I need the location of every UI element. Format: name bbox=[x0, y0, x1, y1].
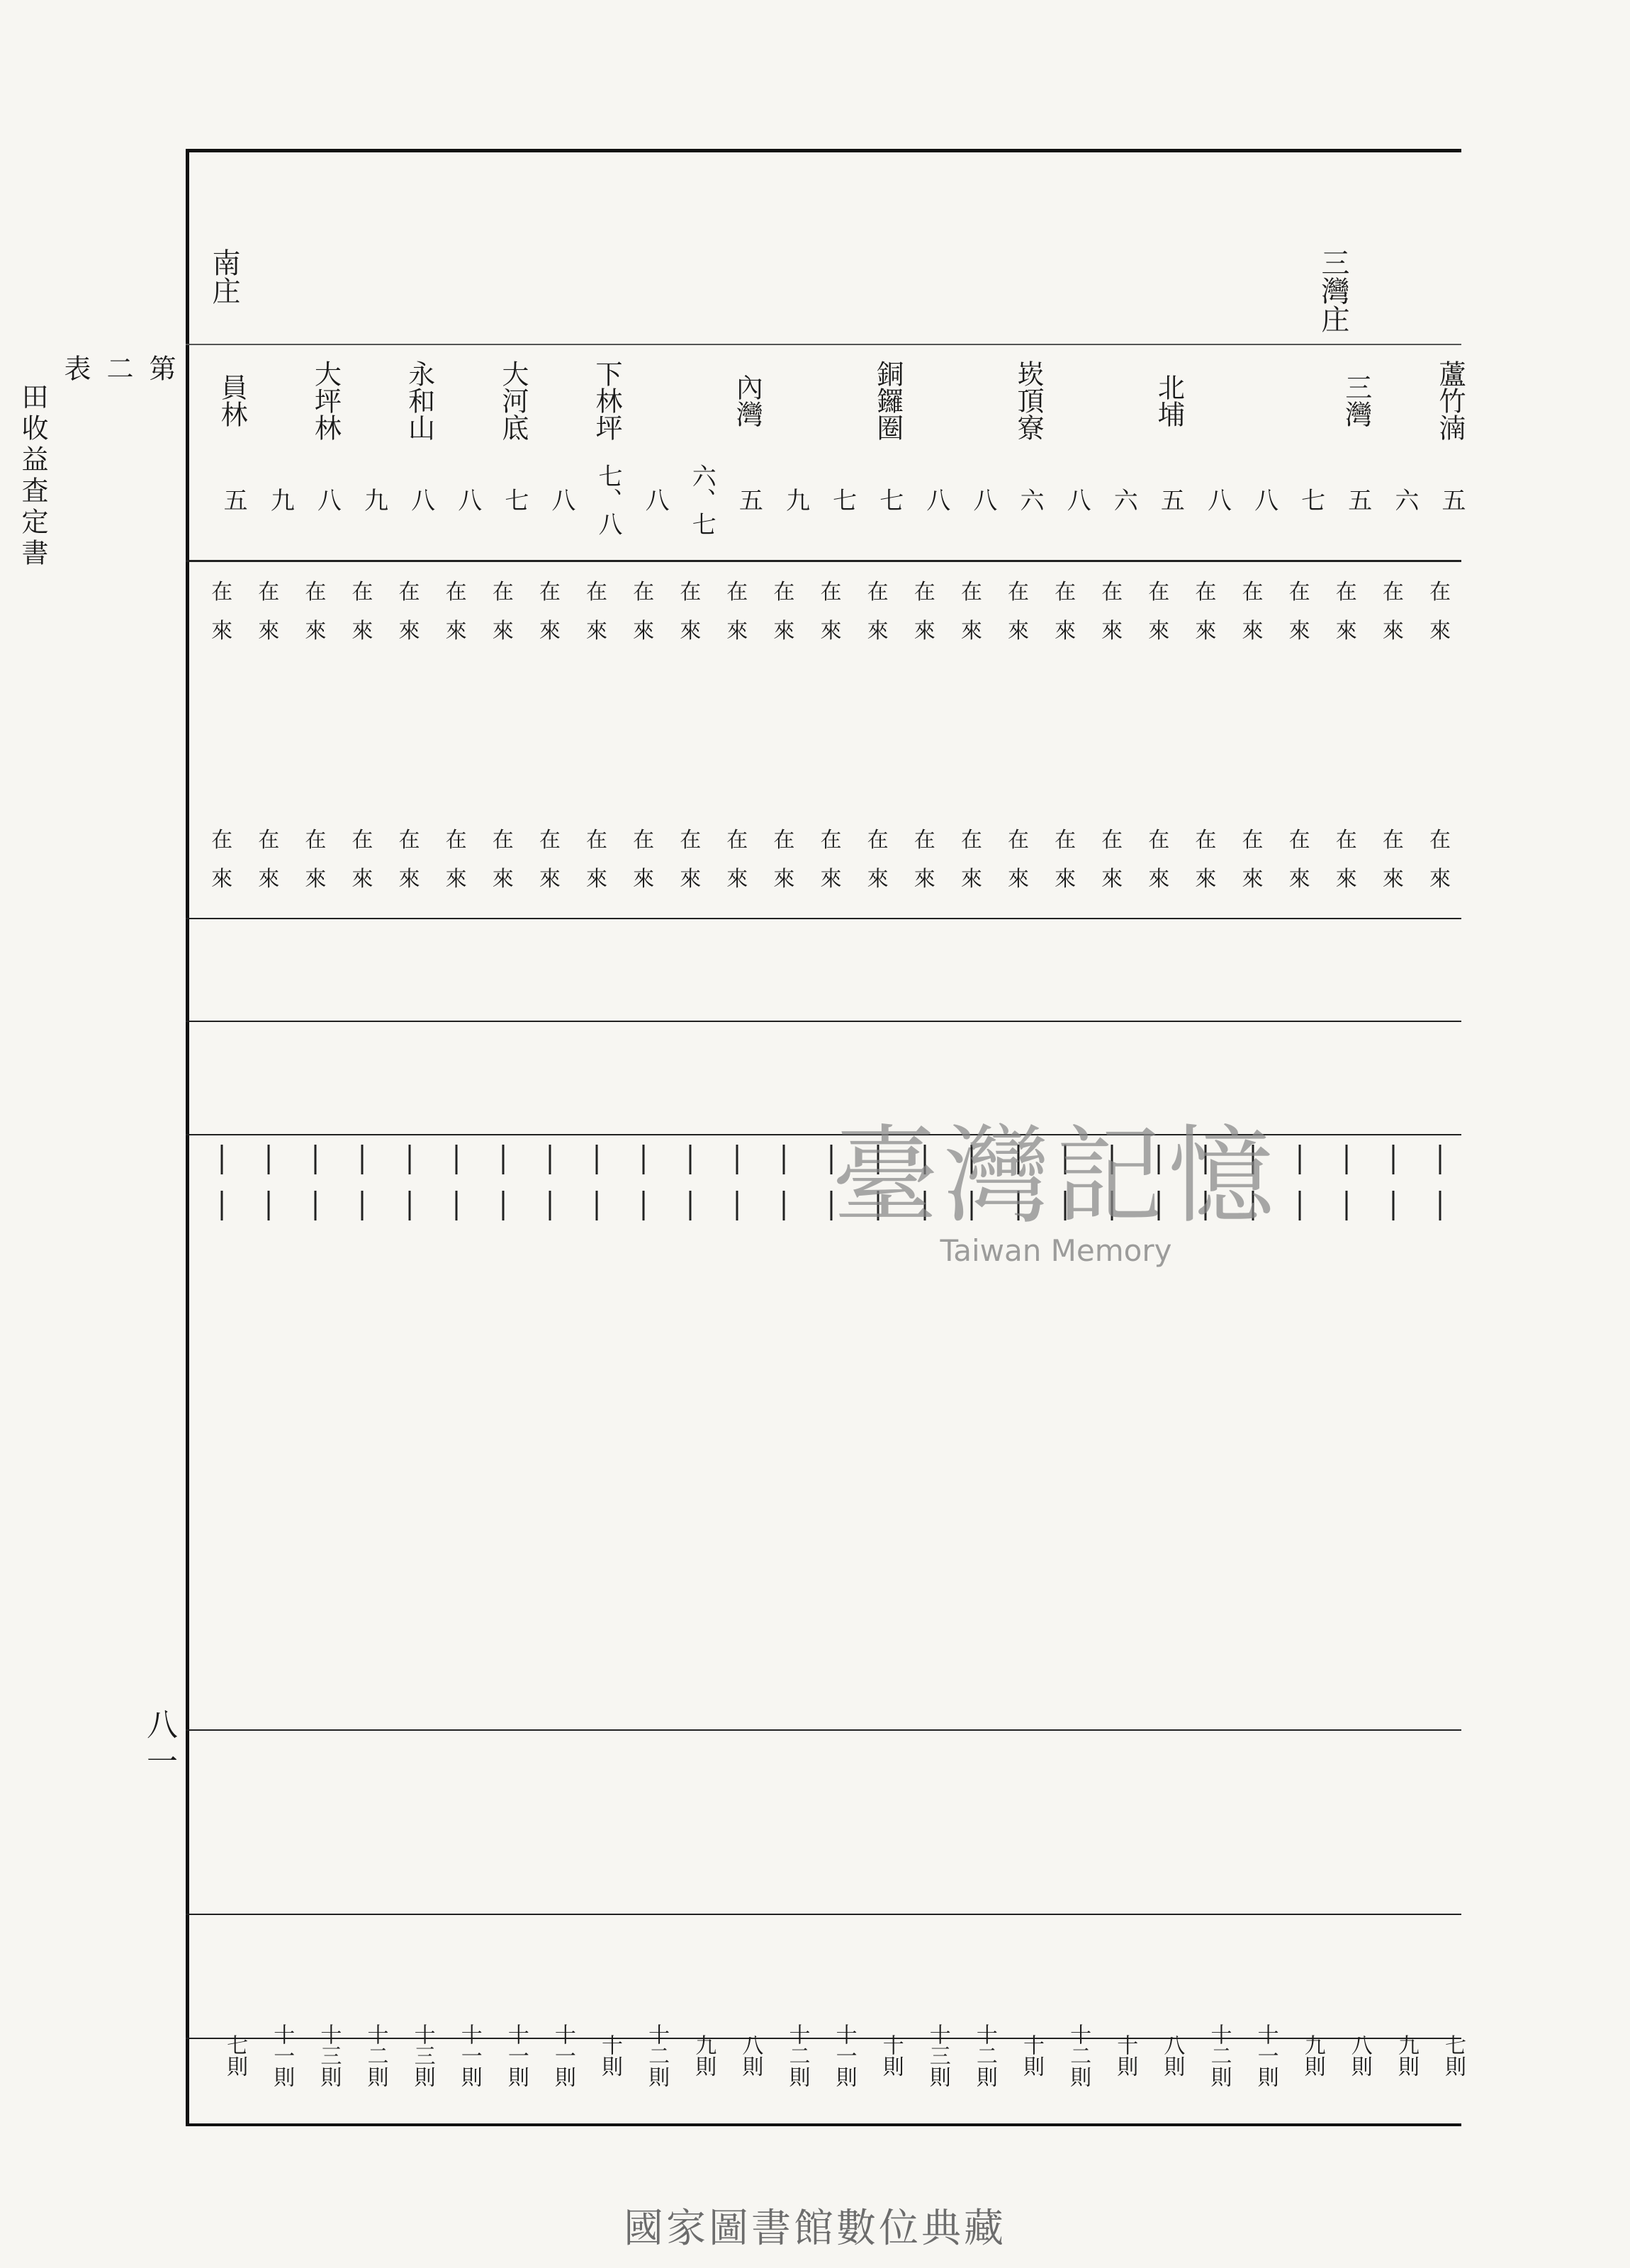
table-left-border bbox=[186, 149, 189, 2126]
rice-type-label: 來 bbox=[1055, 867, 1077, 892]
land-grade-rule: 八則 bbox=[738, 2034, 763, 2077]
rice-type-label: 來 bbox=[1242, 619, 1264, 644]
locality-name bbox=[620, 340, 667, 461]
rice-type-label: 來 bbox=[1382, 619, 1404, 644]
rice-type-label: 在 bbox=[1429, 828, 1451, 853]
side-header-4: 田收益査定書 bbox=[17, 383, 48, 570]
land-grade-rule: 十則 bbox=[878, 2034, 904, 2077]
dash-mark bbox=[408, 1191, 410, 1220]
land-grade-rule: 十一則 bbox=[831, 2023, 857, 2087]
table-column bbox=[480, 241, 527, 2119]
locality-name: 蘆竹湳 bbox=[1434, 360, 1466, 441]
rice-type-label: 來 bbox=[305, 867, 327, 892]
locality-name bbox=[527, 340, 573, 461]
dash-mark bbox=[595, 1145, 597, 1174]
land-grade-rule: 十三則 bbox=[316, 2023, 342, 2087]
rice-type-label: 在 bbox=[633, 828, 655, 853]
locality-name: 下林坪 bbox=[591, 360, 623, 441]
dash-mark bbox=[361, 1191, 364, 1220]
dash-mark bbox=[315, 1145, 317, 1174]
rice-type-label: 來 bbox=[1429, 867, 1451, 892]
rice-type-label: 在 bbox=[726, 828, 748, 853]
rice-type-label: 來 bbox=[960, 619, 982, 644]
dash-mark bbox=[455, 1191, 457, 1220]
grade-value: 五 bbox=[734, 488, 763, 512]
land-grade-rule: 十二則 bbox=[1206, 2023, 1232, 2087]
dash-mark bbox=[268, 1145, 270, 1174]
rice-type-label: 來 bbox=[633, 619, 655, 644]
locality-name bbox=[245, 340, 292, 461]
land-grade-rule: 九則 bbox=[691, 2034, 716, 2077]
dash-mark bbox=[690, 1145, 692, 1174]
rice-type-label: 來 bbox=[1101, 619, 1123, 644]
grade-value: 七 bbox=[1296, 488, 1325, 512]
rice-type-label: 在 bbox=[352, 580, 373, 605]
dash-mark bbox=[783, 1191, 785, 1220]
grade-value: 八 bbox=[406, 488, 435, 512]
rice-type-label: 在 bbox=[1148, 580, 1170, 605]
rice-type-label: 來 bbox=[820, 619, 842, 644]
rice-type-label: 在 bbox=[1335, 828, 1357, 853]
rice-type-label: 在 bbox=[867, 828, 889, 853]
rice-type-label: 來 bbox=[1195, 867, 1217, 892]
watermark-subtitle: Taiwan Memory bbox=[940, 1233, 1172, 1268]
locality-name bbox=[807, 340, 854, 461]
rice-type-label: 來 bbox=[1055, 619, 1077, 644]
dash-mark bbox=[455, 1145, 457, 1174]
locality-name: 崁頂寮 bbox=[1013, 360, 1045, 441]
locality-name bbox=[1042, 340, 1089, 461]
rice-type-label: 來 bbox=[211, 619, 233, 644]
rice-type-label: 來 bbox=[773, 867, 795, 892]
land-grade-rule: 十則 bbox=[1019, 2034, 1045, 2077]
rice-type-label: 在 bbox=[1242, 580, 1264, 605]
dash-mark bbox=[1392, 1145, 1394, 1174]
land-grade-rule: 十則 bbox=[597, 2034, 623, 2077]
table-column bbox=[245, 241, 295, 2119]
rice-type-label: 來 bbox=[258, 867, 280, 892]
dash-mark bbox=[549, 1191, 551, 1220]
land-grade-rule: 十二則 bbox=[785, 2023, 810, 2087]
land-grade-rule: 九則 bbox=[1393, 2034, 1419, 2077]
grade-value: 八 bbox=[453, 488, 482, 512]
rice-type-label: 來 bbox=[211, 867, 233, 892]
dash-mark bbox=[690, 1191, 692, 1220]
rice-type-label: 來 bbox=[914, 619, 935, 644]
footer-credit: 國家圖書館數位典藏 bbox=[624, 2206, 1006, 2252]
locality-name: 大河底 bbox=[497, 360, 529, 441]
locality-name bbox=[1089, 340, 1135, 461]
locality-name: 三灣 bbox=[1340, 374, 1372, 427]
dash-mark bbox=[361, 1145, 364, 1174]
dash-mark bbox=[643, 1191, 645, 1220]
rice-type-label: 在 bbox=[258, 580, 280, 605]
locality-name bbox=[1229, 340, 1276, 461]
land-grade-rule: 十一則 bbox=[550, 2023, 575, 2087]
rice-type-label: 在 bbox=[1382, 828, 1404, 853]
dash-mark bbox=[1345, 1145, 1347, 1174]
table-column bbox=[292, 241, 342, 2119]
table-column bbox=[760, 241, 810, 2119]
side-header-2: 二 bbox=[102, 354, 133, 386]
rice-type-label: 在 bbox=[585, 828, 607, 853]
rice-type-label: 來 bbox=[1242, 867, 1264, 892]
dash-mark bbox=[1298, 1145, 1300, 1174]
rice-type-label: 來 bbox=[492, 867, 514, 892]
rice-type-label: 來 bbox=[1335, 867, 1357, 892]
rice-type-label: 來 bbox=[960, 867, 982, 892]
rice-type-label: 在 bbox=[305, 828, 327, 853]
side-header-1: 第 bbox=[145, 354, 176, 386]
grade-value: 六 bbox=[1109, 488, 1138, 512]
rice-type-label: 來 bbox=[352, 619, 373, 644]
table-column bbox=[339, 241, 386, 2119]
rice-type-label: 來 bbox=[1335, 619, 1357, 644]
rice-type-label: 在 bbox=[960, 580, 982, 605]
rice-type-label: 在 bbox=[1007, 828, 1029, 853]
table-column bbox=[1417, 241, 1466, 2119]
grade-value: 五 bbox=[219, 488, 248, 512]
rice-type-label: 在 bbox=[1335, 580, 1357, 605]
locality-name bbox=[339, 340, 386, 461]
dash-mark bbox=[1345, 1191, 1347, 1220]
grade-value: 六 bbox=[1016, 488, 1045, 512]
page-number: 八一 bbox=[141, 1708, 177, 1782]
dash-mark bbox=[502, 1191, 504, 1220]
rice-type-label: 來 bbox=[1382, 867, 1404, 892]
rice-type-label: 在 bbox=[492, 580, 514, 605]
land-grade-rule: 十一則 bbox=[456, 2023, 482, 2087]
rice-type-label: 在 bbox=[1195, 828, 1217, 853]
rice-type-label: 來 bbox=[445, 867, 467, 892]
rice-type-label: 在 bbox=[726, 580, 748, 605]
locality-name bbox=[1182, 340, 1229, 461]
rice-type-label: 在 bbox=[680, 828, 702, 853]
rice-type-label: 來 bbox=[633, 867, 655, 892]
dash-mark bbox=[268, 1191, 270, 1220]
grade-value: 六、七 bbox=[687, 464, 716, 536]
rice-type-label: 在 bbox=[914, 580, 935, 605]
rice-type-label: 來 bbox=[492, 619, 514, 644]
dash-mark bbox=[1392, 1191, 1394, 1220]
rice-type-label: 在 bbox=[820, 580, 842, 605]
table-column bbox=[433, 241, 480, 2119]
grade-value: 八 bbox=[546, 488, 575, 512]
land-grade-rule: 十則 bbox=[1113, 2034, 1138, 2077]
rice-type-label: 在 bbox=[539, 828, 561, 853]
land-grade-rule: 十三則 bbox=[925, 2023, 950, 2087]
rice-type-label: 來 bbox=[1195, 619, 1217, 644]
rice-type-label: 在 bbox=[1055, 828, 1077, 853]
dash-mark bbox=[736, 1191, 738, 1220]
locality-name bbox=[1276, 340, 1323, 461]
land-grade-rule: 十一則 bbox=[503, 2023, 529, 2087]
land-grade-rule: 八則 bbox=[1347, 2034, 1372, 2077]
rice-type-label: 來 bbox=[539, 867, 561, 892]
rice-type-label: 在 bbox=[211, 828, 233, 853]
side-header bbox=[17, 354, 181, 570]
dash-mark bbox=[221, 1191, 223, 1220]
dash-mark bbox=[315, 1191, 317, 1220]
table-top-border bbox=[186, 149, 1461, 152]
dash-mark bbox=[736, 1145, 738, 1174]
grade-value: 八 bbox=[1249, 488, 1278, 512]
land-grade-rule: 十二則 bbox=[972, 2023, 997, 2087]
rice-type-label: 在 bbox=[1007, 580, 1029, 605]
rice-type-label: 在 bbox=[398, 828, 420, 853]
rice-type-label: 來 bbox=[773, 619, 795, 644]
rice-type-label: 在 bbox=[867, 580, 889, 605]
rice-type-label: 來 bbox=[867, 619, 889, 644]
locality-name bbox=[1370, 340, 1417, 461]
grade-value: 七 bbox=[875, 488, 904, 512]
table-column bbox=[386, 241, 435, 2119]
rice-type-label: 在 bbox=[352, 828, 373, 853]
rice-type-label: 來 bbox=[1288, 619, 1310, 644]
rice-type-label: 來 bbox=[539, 619, 561, 644]
table-column bbox=[714, 241, 763, 2119]
land-grade-rule: 十一則 bbox=[1253, 2023, 1278, 2087]
grade-value: 八 bbox=[968, 488, 997, 512]
land-grade-rule: 十二則 bbox=[363, 2023, 388, 2087]
rice-type-label: 來 bbox=[305, 619, 327, 644]
dash-mark bbox=[783, 1145, 785, 1174]
rice-type-label: 在 bbox=[1288, 580, 1310, 605]
rice-type-label: 在 bbox=[1101, 580, 1123, 605]
rice-type-label: 在 bbox=[492, 828, 514, 853]
locality-name bbox=[760, 340, 807, 461]
grade-value: 九 bbox=[781, 488, 810, 512]
rice-type-label: 在 bbox=[1382, 580, 1404, 605]
rice-type-label: 來 bbox=[1007, 619, 1029, 644]
rice-type-label: 來 bbox=[398, 867, 420, 892]
table-column bbox=[198, 241, 248, 2119]
rice-type-label: 來 bbox=[445, 619, 467, 644]
grade-value: 七 bbox=[500, 488, 529, 512]
rice-type-label: 在 bbox=[960, 828, 982, 853]
rice-type-label: 來 bbox=[1007, 867, 1029, 892]
land-grade-rule: 七則 bbox=[223, 2034, 248, 2077]
dash-mark bbox=[595, 1191, 597, 1220]
grade-value: 五 bbox=[1343, 488, 1372, 512]
dash-mark bbox=[1439, 1145, 1441, 1174]
grade-value: 七 bbox=[828, 488, 857, 512]
rice-type-label: 來 bbox=[585, 867, 607, 892]
rice-type-label: 在 bbox=[1242, 828, 1264, 853]
rice-type-label: 在 bbox=[773, 828, 795, 853]
table-column bbox=[1323, 241, 1370, 2119]
table-column bbox=[620, 241, 670, 2119]
rice-type-label: 來 bbox=[867, 867, 889, 892]
watermark bbox=[815, 1115, 1297, 1290]
dash-mark bbox=[643, 1145, 645, 1174]
table-column bbox=[1370, 241, 1417, 2119]
grade-value: 五 bbox=[1156, 488, 1185, 512]
village-group-label: 南庄 bbox=[208, 248, 240, 305]
rice-type-label: 來 bbox=[1429, 619, 1451, 644]
rice-type-label: 在 bbox=[585, 580, 607, 605]
rice-type-label: 在 bbox=[1195, 580, 1217, 605]
grade-value: 九 bbox=[359, 488, 388, 512]
grade-value: 九 bbox=[266, 488, 295, 512]
rice-type-label: 來 bbox=[726, 619, 748, 644]
rice-type-label: 在 bbox=[1101, 828, 1123, 853]
watermark-title: 臺灣記憶 bbox=[831, 1115, 1280, 1238]
land-grade-rule: 十二則 bbox=[644, 2023, 670, 2087]
rice-type-label: 在 bbox=[1148, 828, 1170, 853]
locality-name: 內灣 bbox=[731, 374, 763, 427]
locality-name bbox=[948, 340, 995, 461]
grade-value: 六 bbox=[1390, 488, 1419, 512]
grade-value: 八 bbox=[313, 488, 342, 512]
dash-mark bbox=[1439, 1191, 1441, 1220]
rice-type-label: 在 bbox=[305, 580, 327, 605]
rice-type-label: 在 bbox=[1429, 580, 1451, 605]
grade-value: 七、八 bbox=[594, 464, 623, 536]
rice-type-label: 來 bbox=[1288, 867, 1310, 892]
land-grade-rule: 十一則 bbox=[269, 2023, 295, 2087]
locality-name: 銅鑼圈 bbox=[872, 360, 904, 441]
rice-type-label: 在 bbox=[258, 828, 280, 853]
dash-mark bbox=[221, 1145, 223, 1174]
locality-name: 永和山 bbox=[403, 360, 435, 441]
rice-type-label: 在 bbox=[633, 580, 655, 605]
rice-type-label: 在 bbox=[539, 580, 561, 605]
rice-type-label: 來 bbox=[1148, 867, 1170, 892]
rice-type-label: 來 bbox=[398, 619, 420, 644]
side-header-3: 表 bbox=[60, 354, 91, 386]
rice-type-label: 在 bbox=[445, 580, 467, 605]
locality-name: 大坪林 bbox=[310, 360, 342, 441]
rice-type-label: 來 bbox=[914, 867, 935, 892]
rice-type-label: 來 bbox=[352, 867, 373, 892]
rice-type-label: 來 bbox=[1101, 867, 1123, 892]
land-grade-rule: 八則 bbox=[1159, 2034, 1185, 2077]
locality-name: 員林 bbox=[216, 374, 248, 427]
locality-name bbox=[433, 340, 480, 461]
rice-type-label: 在 bbox=[820, 828, 842, 853]
rice-type-label: 在 bbox=[211, 580, 233, 605]
table-column bbox=[573, 241, 623, 2119]
locality-name bbox=[901, 340, 948, 461]
grade-value: 八 bbox=[1203, 488, 1232, 512]
rice-type-label: 來 bbox=[726, 867, 748, 892]
rice-type-label: 在 bbox=[680, 580, 702, 605]
rice-type-label: 來 bbox=[680, 867, 702, 892]
locality-name: 北埔 bbox=[1153, 374, 1185, 427]
dash-mark bbox=[408, 1145, 410, 1174]
table-column bbox=[527, 241, 573, 2119]
rice-type-label: 在 bbox=[914, 828, 935, 853]
rice-type-label: 在 bbox=[398, 580, 420, 605]
land-grade-rule: 十二則 bbox=[1066, 2023, 1091, 2087]
table-column bbox=[667, 241, 714, 2119]
grade-value: 八 bbox=[641, 488, 670, 512]
rice-type-label: 在 bbox=[773, 580, 795, 605]
grade-value: 八 bbox=[1062, 488, 1091, 512]
dash-mark bbox=[502, 1145, 504, 1174]
dash-mark bbox=[549, 1145, 551, 1174]
dash-mark bbox=[1298, 1191, 1300, 1220]
land-grade-rule: 九則 bbox=[1300, 2034, 1325, 2077]
rice-type-label: 來 bbox=[1148, 619, 1170, 644]
rice-type-label: 來 bbox=[820, 867, 842, 892]
land-grade-rule: 七則 bbox=[1441, 2034, 1466, 2077]
rice-type-label: 來 bbox=[258, 619, 280, 644]
table-bottom-border bbox=[186, 2123, 1461, 2126]
rice-type-label: 在 bbox=[1288, 828, 1310, 853]
rice-type-label: 來 bbox=[585, 619, 607, 644]
rice-type-label: 來 bbox=[680, 619, 702, 644]
land-grade-rule: 十三則 bbox=[410, 2023, 435, 2087]
locality-name bbox=[667, 340, 714, 461]
grade-value: 五 bbox=[1437, 488, 1466, 512]
rice-type-label: 在 bbox=[1055, 580, 1077, 605]
rice-type-label: 在 bbox=[445, 828, 467, 853]
grade-value: 八 bbox=[921, 488, 950, 512]
village-group-label: 三灣庄 bbox=[1317, 248, 1349, 333]
